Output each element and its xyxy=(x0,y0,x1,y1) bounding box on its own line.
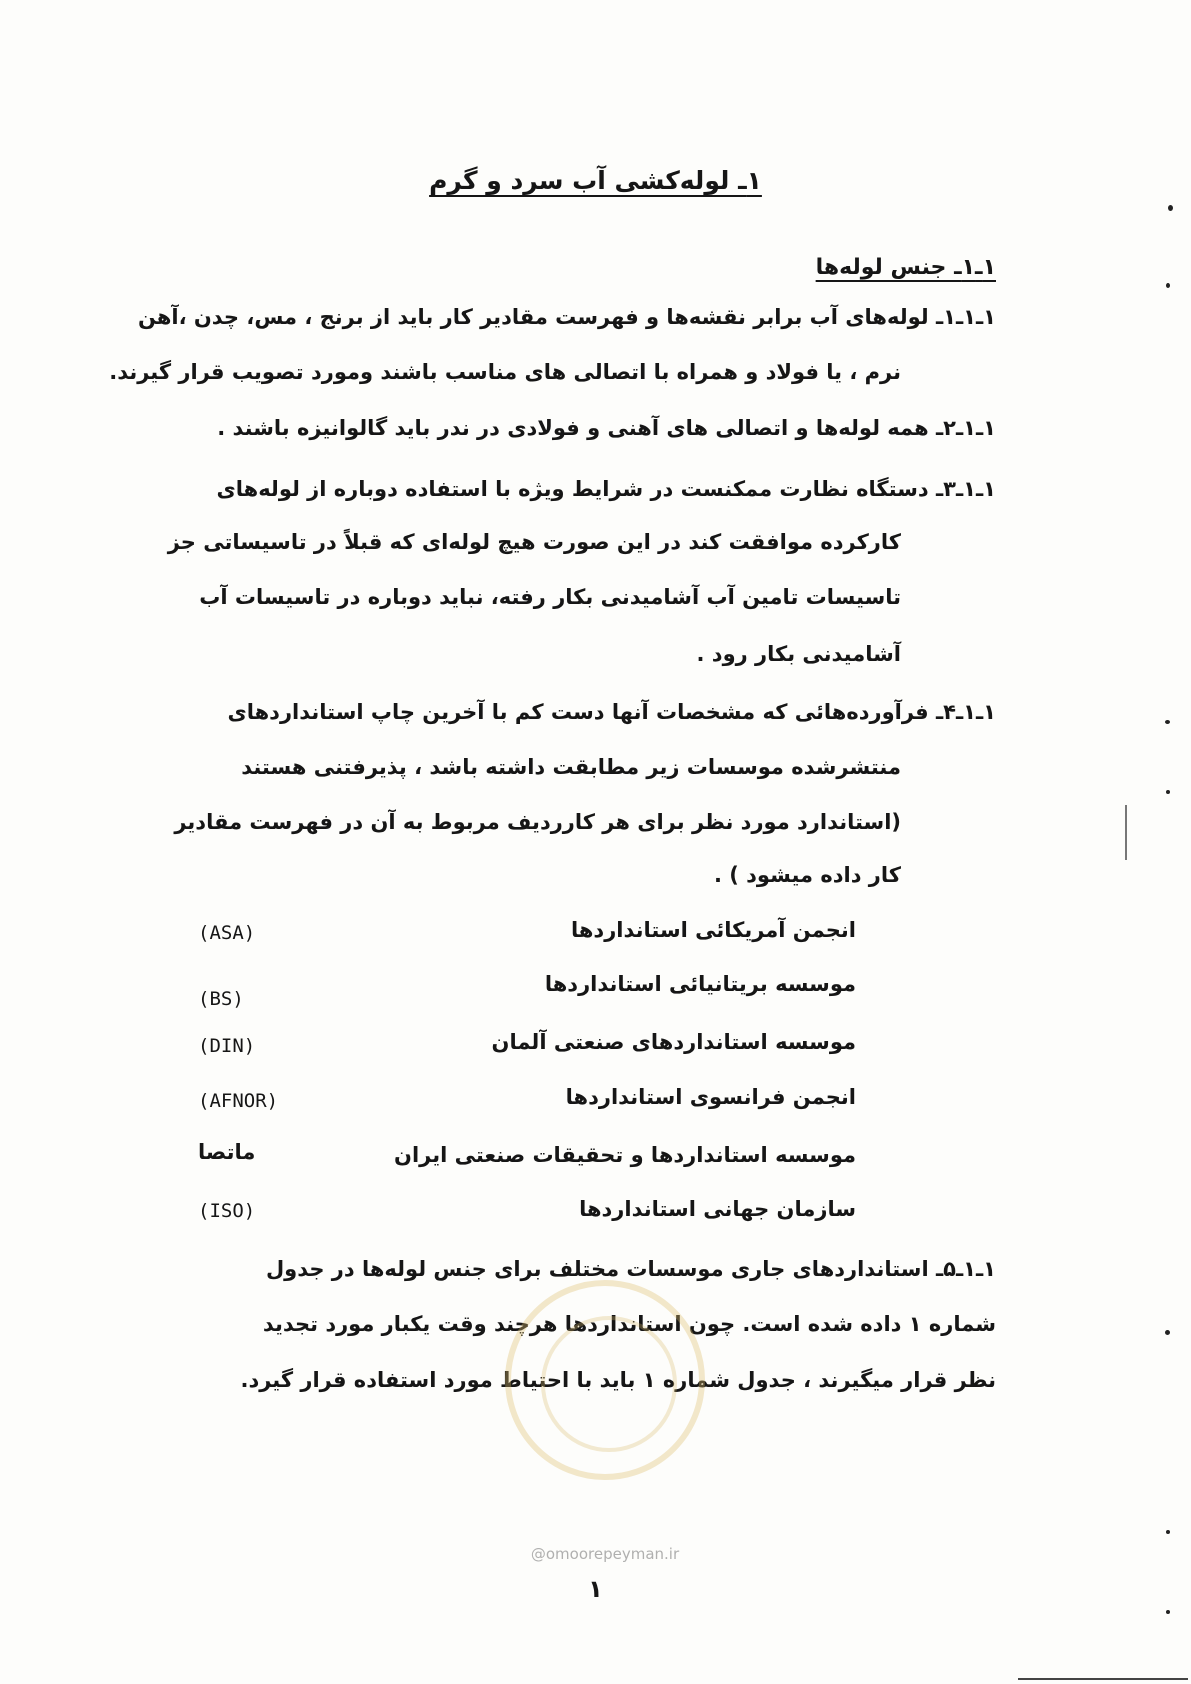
page-number: ۱ xyxy=(588,1575,603,1603)
paragraph-3-line-2: کارکرده موافقت کند در این صورت هیچ لوله‌ای که قبلاً در تاسیساتی جز xyxy=(167,530,901,554)
scan-speck xyxy=(1166,1610,1170,1614)
standard-code: ماتصا xyxy=(198,1140,256,1164)
scan-speck xyxy=(1165,720,1170,724)
standard-name: موسسه استانداردها و تحقیقات صنعتی ایران xyxy=(394,1143,856,1167)
standard-name: انجمن فرانسوی استانداردها xyxy=(565,1085,856,1109)
standard-name: انجمن آمریکائی استانداردها xyxy=(570,918,856,942)
standard-code: (ASA) xyxy=(198,922,256,944)
paragraph-4-line-3: (استاندارد مورد نظر برای هر کارردیف مربوط به آن در فهرست مقادیر xyxy=(174,810,901,834)
paragraph-3-line-4: آشامیدنی بکار رود . xyxy=(696,642,901,666)
standard-code: (BS) xyxy=(198,988,244,1010)
scan-speck xyxy=(1166,790,1170,794)
scan-speck xyxy=(1168,205,1173,211)
paragraph-4-line-1: ۱ـ۱ـ۴ـ فرآورده‌هائی که مشخصات آنها دست کم با آخرین چاپ استانداردهای xyxy=(227,700,996,724)
standard-code: (AFNOR) xyxy=(198,1090,279,1112)
scan-speck xyxy=(1166,1530,1170,1534)
watermark-inner-ring xyxy=(541,1316,677,1452)
scan-speck xyxy=(1166,283,1170,288)
standard-name: موسسه بریتانیائی استانداردها xyxy=(544,972,856,996)
paragraph-3-line-1: ۱ـ۱ـ۳ـ دستگاه نظارت ممکنست در شرایط ویژه با استفاده دوباره از لوله‌های xyxy=(216,477,996,501)
paragraph-5-line-1: ۱ـ۱ـ۵ـ استانداردهای جاری موسسات مختلف برای جنس لوله‌ها در جدول xyxy=(265,1257,996,1281)
scan-speck xyxy=(1165,1330,1170,1335)
standard-name: سازمان جهانی استانداردها xyxy=(579,1197,856,1221)
paragraph-3-line-3: تاسیسات تامین آب آشامیدنی بکار رفته، نباید دوباره در تاسیسات آب xyxy=(199,585,901,609)
standard-code: (DIN) xyxy=(198,1035,256,1057)
paragraph-5-line-3: نظر قرار میگیرند ، جدول شماره ۱ باید با احتیاط مورد استفاده قرار گیرد. xyxy=(240,1368,996,1392)
document-title-text: ۱ـ لوله‌کشی آب سرد و گرم xyxy=(429,166,762,195)
standard-name: موسسه استانداردهای صنعتی آلمان xyxy=(491,1030,856,1054)
paragraph-1-line-2: نرم ، یا فولاد و همراه با اتصالی های مناسب باشند ومورد تصویب قرار گیرند. xyxy=(109,360,901,384)
section-heading xyxy=(816,255,996,280)
watermark-text: @omoorepeyman.ir xyxy=(530,1545,680,1563)
scan-edge-line xyxy=(1018,1678,1188,1680)
standard-code: (ISO) xyxy=(198,1200,256,1222)
paragraph-5-line-2: شماره ۱ داده شده است. چون استانداردها هرچند وقت یکبار مورد تجدید xyxy=(262,1312,996,1336)
section-heading-text: ۱ـ۱ـ جنس لوله‌ها xyxy=(815,255,996,280)
paragraph-4-line-4: کار داده میشود ) . xyxy=(713,863,901,887)
watermark-seal-icon xyxy=(505,1280,705,1480)
paragraph-4-line-2: منتشرشده موسسات زیر مطابقت داشته باشد ، پذیرفتنی هستند xyxy=(241,755,901,779)
scan-line xyxy=(1125,805,1127,860)
paragraph-1-line-1: ۱ـ۱ـ۱ـ لوله‌های آب برابر نقشه‌ها و فهرست مقادیر کار باید از برنج ، مس، چدن ،آهن xyxy=(137,305,996,329)
paragraph-2-line-1: ۱ـ۱ـ۲ـ همه لوله‌ها و اتصالی های آهنی و فولادی در ندر باید گالوانیزه باشند . xyxy=(217,416,996,440)
document-title xyxy=(0,166,1191,195)
